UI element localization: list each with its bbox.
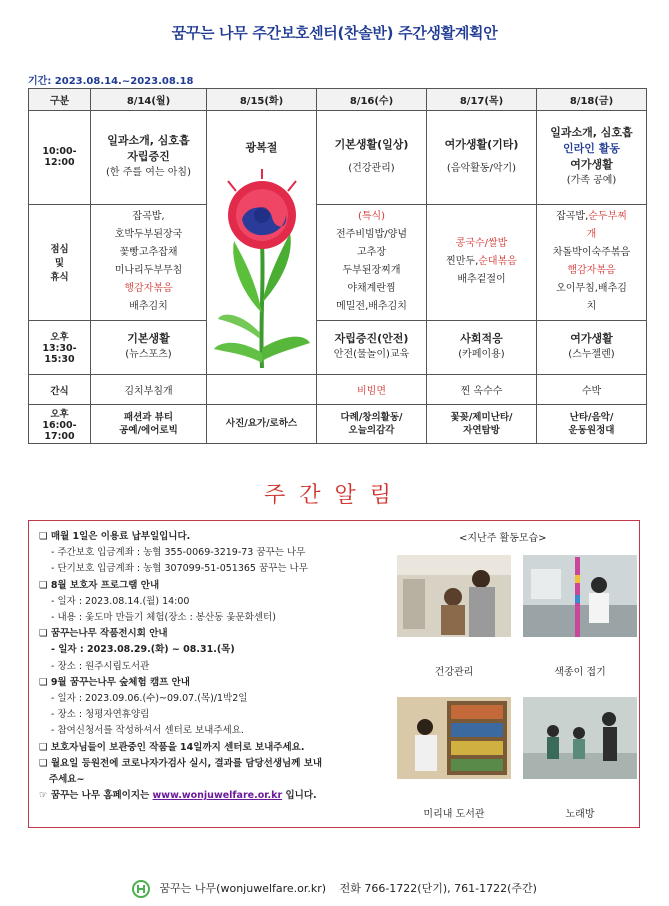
cell-sub: 안전(물놀이)교육 (333, 349, 410, 361)
table-header-row (29, 89, 647, 111)
table-cell (91, 320, 207, 374)
header-cell: 8/14(월) (91, 89, 207, 111)
table-cell (91, 111, 207, 205)
photo-caption: 건강관리 (434, 667, 474, 678)
menu-item (539, 208, 644, 226)
photo-library (397, 697, 511, 779)
menu-item: 개 (586, 229, 597, 241)
cell-title: 자립증진(안전) (334, 332, 409, 346)
cell-line: 공예/에어로빅 (119, 425, 178, 436)
notice-item: - 참여신청서를 작성하셔서 센터로 보내주세요. (51, 725, 244, 737)
notice-item: ❑ 월요일 등원전에 코로나자가검사 실시, 결과를 담당선생님께 보내 (39, 757, 323, 769)
table-row (29, 204, 647, 320)
row-label: 간식 (29, 375, 91, 405)
header-cell: 8/17(목) (427, 89, 537, 111)
menu-item: 두부된장찌개 (342, 265, 401, 277)
table-cell: 비빔면 (317, 375, 427, 405)
cell-line: 패션과 뷰티 (123, 412, 174, 423)
menu-cell (317, 204, 427, 320)
table-cell (537, 111, 647, 205)
table-cell: 수박 (537, 375, 647, 405)
holiday-cell (207, 111, 317, 375)
header-cell: 8/18(금) (537, 89, 647, 111)
table-cell (537, 405, 647, 444)
table-cell (537, 320, 647, 374)
table-cell (427, 320, 537, 374)
cell-sub: (스누젤렌) (568, 349, 615, 361)
photos-title: <지난주 활동모습> (459, 533, 547, 544)
homepage-link[interactable]: www.wonjuwelfare.or.kr (152, 790, 283, 802)
notice-item: ❑ 보호자님들이 보관중인 작품을 14일까지 센터로 보내주세요. (39, 741, 305, 753)
table-cell (91, 405, 207, 444)
menu-item-part: 순두부찌 (588, 211, 627, 223)
cell-line: 오늘의감각 (348, 425, 395, 436)
table-row (29, 405, 647, 444)
cell-sub: (가족 공예) (566, 175, 617, 187)
cell-title: 사회적응 (460, 332, 503, 346)
table-row (29, 375, 647, 405)
cell-line: 운동원정대 (568, 425, 615, 436)
menu-item (429, 253, 534, 271)
notice-item: - 일자 : 2023.08.14.(월) 14:00 (51, 595, 190, 607)
menu-item-part: 찐만두, (446, 256, 479, 268)
page-title: 꿈꾸는 나무 주간보호센터(찬솔반) 주간생활계획안 (171, 24, 498, 42)
menu-item-part: 순대볶음 (478, 256, 517, 268)
table-cell: 찐 옥수수 (427, 375, 537, 405)
photo-health (397, 555, 511, 637)
cell-title: 여가생활 (570, 158, 613, 172)
notice-item: - 일자 : 2023.09.06.(수)~09.07.(목)/1박2일 (51, 693, 248, 705)
notice-item: - 일자 : 2023.08.29.(화) ~ 08.31.(목) (51, 644, 235, 656)
footer-name: 꿈꾸는 나무(wonjuwelfare.or.kr) (159, 882, 327, 895)
photo-karaoke (523, 697, 637, 779)
cell-line: 다례/창의활동/ (340, 412, 403, 423)
menu-item: 꽃빵고추잡채 (119, 247, 178, 259)
table-cell (427, 111, 537, 205)
holiday-label: 광복절 (245, 141, 278, 154)
notice-list (39, 529, 409, 804)
row-label-line: 휴식 (50, 272, 69, 284)
cell-title: 일과소개, 심호흡 (550, 126, 633, 140)
notice-item: - 단기보호 입금계좌 : 농협 307099-51-051365 꿈꾸는 나무 (51, 563, 308, 575)
cell-title: 여가생활(기타) (444, 138, 519, 152)
menu-item: 호박두부된장국 (114, 229, 183, 241)
menu-item: (특식) (357, 211, 386, 223)
menu-item: 햄감자볶음 (567, 265, 616, 277)
menu-item: 배추겉절이 (457, 274, 506, 286)
table-cell (317, 111, 427, 205)
notice-box (28, 520, 640, 828)
notice-item: ❑ 매월 1일은 이용료 납부일입니다. (39, 531, 191, 542)
menu-item: 배추김치 (129, 301, 168, 313)
notice-item: ❑ 9월 꿈꾸는나무 숲체험 캠프 안내 (39, 676, 190, 688)
menu-item: 잡곡밥, (132, 211, 165, 223)
menu-item: 야채계란찜 (347, 283, 396, 295)
cell-line: 꽃꽂/제미난타/ (450, 412, 513, 423)
cell-sub: (음악활동/악기) (446, 163, 517, 175)
photo-paper-folding (523, 555, 637, 637)
notice-item: ❑ 8월 보호자 프로그램 안내 (39, 579, 160, 591)
cell-sub: (한 주를 여는 아침) (106, 167, 191, 179)
row-label-line: 13:30-15:30 (42, 343, 77, 366)
photo-caption: 미리내 도서관 (423, 809, 485, 820)
cell-line: 자연탐방 (463, 425, 500, 436)
notice-item: 주세요~ (39, 774, 85, 786)
menu-item: 미나리두부무침 (114, 265, 183, 277)
table-cell: 사진/요가/로하스 (207, 405, 317, 444)
notice-item: - 주간보호 입금계좌 : 농협 355-0069-3219-73 꿈꾸는 나무 (51, 547, 306, 559)
row-label-line: 점심 (50, 244, 69, 256)
menu-item: 메밀전,배추김치 (336, 301, 407, 313)
row-label-line: 오후 (50, 409, 69, 420)
table-row (29, 320, 647, 374)
header-cell: 8/16(수) (317, 89, 427, 111)
menu-item: 행감자볶음 (124, 283, 173, 295)
menu-item: 차돌박이숙주볶음 (552, 247, 631, 259)
period-label: 기간: 2023.08.14.~2023.08.18 (28, 76, 194, 87)
cell-title: 기본생활 (127, 332, 170, 346)
footer (0, 880, 669, 898)
table-cell (317, 320, 427, 374)
notice-item: - 장소 : 청평자연휴양림 (51, 709, 150, 721)
header-cell: 8/15(화) (207, 89, 317, 111)
photo-caption: 노래방 (565, 809, 595, 820)
menu-item: 오이무침,배추김 (556, 283, 627, 295)
homepage-line (39, 788, 409, 804)
center-logo-icon (132, 880, 150, 898)
cell-title: 일과소개, 심호흡 자립증진 (107, 134, 190, 164)
notice-heading: 주간알림 (263, 483, 405, 508)
menu-item: 고추장 (357, 247, 386, 259)
flower-illustration (212, 163, 312, 373)
cell-sub: (건강관리) (348, 163, 395, 175)
menu-cell (427, 204, 537, 320)
row-label-line: 오후 (50, 332, 69, 344)
schedule-table (28, 88, 647, 444)
cell-sub: (뉴스포츠) (125, 349, 172, 361)
menu-cell (91, 204, 207, 320)
footer-phone: 전화 766-1722(단기), 761-1722(주간) (339, 882, 537, 895)
cell-sub: (카페이용) (458, 349, 505, 361)
table-row (29, 111, 647, 205)
notice-item: - 장소 : 원주시립도서관 (51, 660, 150, 672)
row-label (29, 320, 91, 374)
notice-item: - 내용 : 옻도마 만들기 체험(장소 : 봉산동 옻문화센터) (51, 612, 276, 624)
menu-item: 치 (586, 301, 597, 313)
row-label: 10:00-12:00 (29, 111, 91, 205)
notice-item: ❑ 꿈꾸는나무 작품전시회 안내 (39, 628, 168, 640)
row-label (29, 405, 91, 444)
header-cell: 구분 (29, 89, 91, 111)
photo-caption: 색종이 접기 (554, 667, 606, 678)
cell-title-accent: 인라인 활동 (563, 142, 620, 156)
row-label-line: 16:00-17:00 (42, 420, 77, 442)
cell-title: 여가생활 (570, 332, 613, 346)
cell-title: 기본생활(일상) (334, 138, 409, 152)
cell-line: 난타/음악/ (569, 412, 614, 423)
table-cell (317, 405, 427, 444)
row-label-line: 및 (54, 258, 65, 270)
menu-item: 전주비빔밥/양념 (336, 229, 407, 241)
table-cell: 김치부침개 (91, 375, 207, 405)
menu-item-part: 잡곡밥, (556, 211, 589, 223)
menu-item: 콩국수/쌀밥 (455, 238, 508, 250)
menu-cell (537, 204, 647, 320)
table-cell (427, 405, 537, 444)
row-label (29, 204, 91, 320)
table-cell (207, 375, 317, 405)
homepage-suffix: 입니다. (285, 790, 317, 802)
homepage-prefix: ☞ 꿈꾸는 나무 홈페이지는 (39, 790, 150, 802)
